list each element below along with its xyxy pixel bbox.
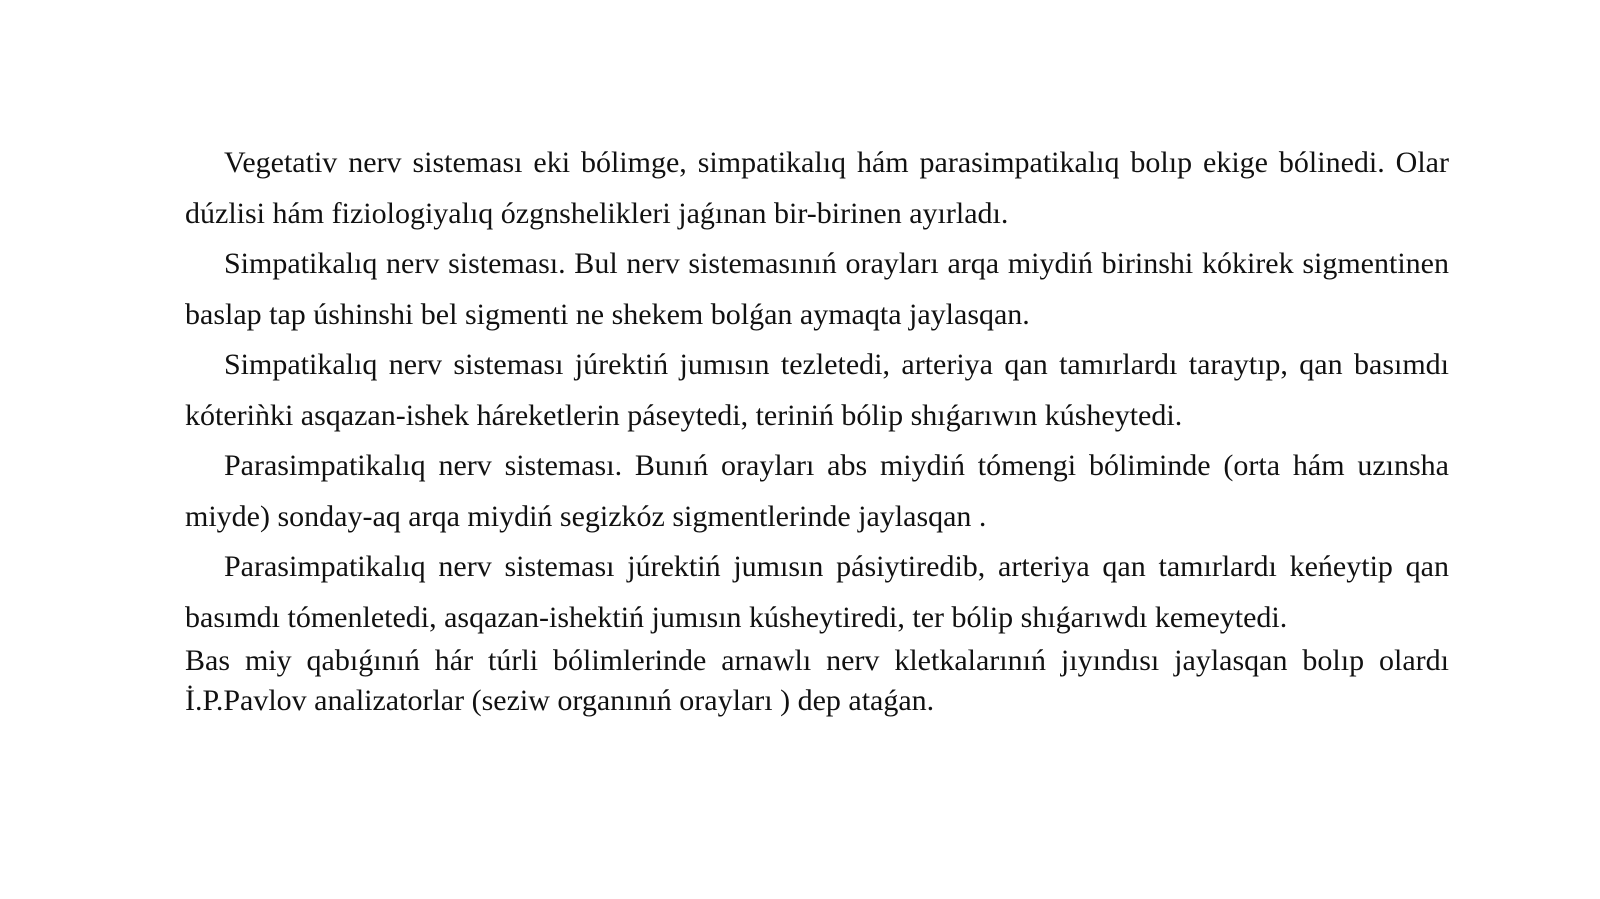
- paragraph-parasympathetic-centers: Parasimpatikalıq nerv sisteması. Bunıń orayları abs miydiń tómengi bóliminde (orta hám uzınsha miyde) sonday-aq arqa miydiń segizkóz sigmentlerinde jaylasqan .: [185, 449, 1449, 533]
- document-body: [185, 138, 1449, 721]
- paragraph-sympathetic-centers: Simpatikalıq nerv sisteması. Bul nerv sistemasınıń orayları arqa miydiń birinshi kókirek sigmentinen baslap tap úshinshi bel sigmenti ne shekem bolǵan aymaqta jaylasqan.: [185, 247, 1449, 331]
- paragraph-sympathetic-effects: Simpatikalıq nerv sisteması júrektiń jumısın tezletedi, arteriya qan tamırlardı taraytıp, qan basımdı kóteriǹki asqazan-ishek háreketlerin páseytedi, teriniń bólip shıǵarıwın kúsheytedi.: [185, 348, 1449, 432]
- paragraph-parasympathetic-effects: Parasimpatikalıq nerv sisteması júrektiń jumısın pásiytiredib, arteriya qan tamırlardı keńeytip qan basımdı tómenletedi, asqazan-ishektiń jumısın kúsheytiredi, ter bólip shıǵarıwdı kemeytedi.: [185, 550, 1449, 634]
- paragraph-vegetative-intro: Vegetativ nerv sisteması eki bólimge, simpatikalıq hám parasimpatikalıq bolıp ekige bólinedi. Olar dúzlisi hám fiziologiyalıq ózgnshelikleri jaǵınan bir-birinen ayırladı.: [185, 146, 1449, 230]
- paragraph-analyzers: Bas miy qabıǵınıń hár túrli bólimlerinde arnawlı nerv kletkalarınıń jıyındısı jaylasqan bolıp olardı İ.P.Pavlov analizatorlar (seziw organınıń orayları ) dep ataǵan.: [185, 644, 1449, 717]
